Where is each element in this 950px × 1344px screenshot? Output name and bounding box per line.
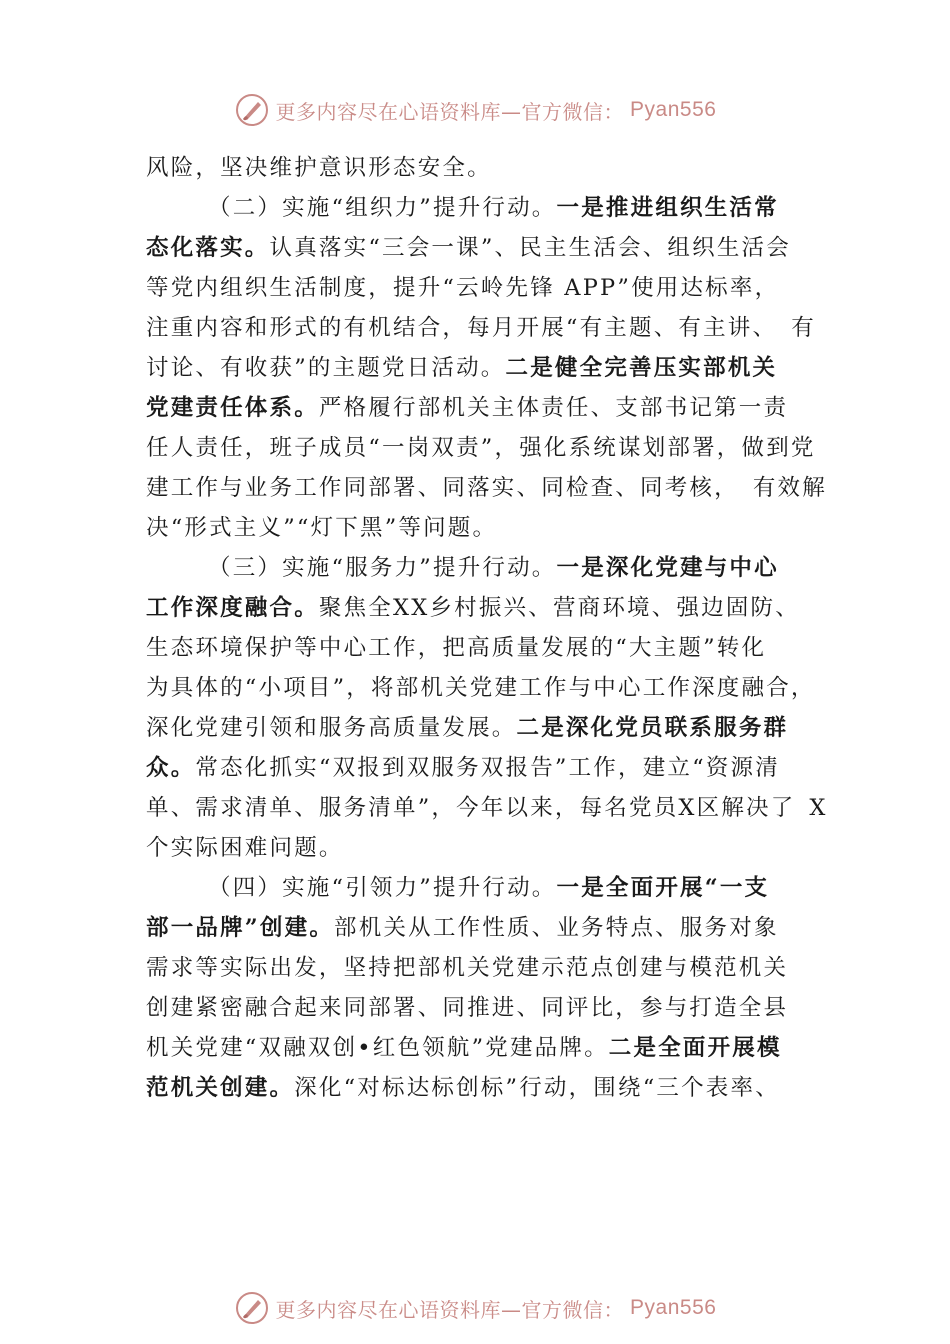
paragraph-heading: （四）实施“引领力”提升行动。一是全面开展“一支 [208,875,770,901]
text-line: 风险，坚决维护意识形态安全。 [146,155,492,181]
text-line: 深化党建引领和服务高质量发展。二是深化党员联系服务群 [146,715,789,741]
watermark-text: 更多内容尽在心语资料库—官方微信： [275,1297,625,1322]
text-line: 等党内组织生活制度，提升“云岭先锋 APP”使用达标率， [146,275,780,301]
brush-logo-icon [234,92,270,128]
document-body [146,148,836,1108]
paragraph-heading: （二）实施“组织力”提升行动。一是推进组织生活常 [208,195,779,221]
text-line: 讨论、有收获”的主题党日活动。二是健全完善压实部机关 [146,355,778,381]
text-line: 任人责任，班子成员“一岗双责”，强化系统谋划部署，做到党 [146,435,816,461]
paragraph-heading: （三）实施“服务力”提升行动。一是深化党建与中心 [208,555,779,581]
header-watermark [0,92,950,128]
watermark-text: 更多内容尽在心语资料库—官方微信： [275,99,625,124]
text-line: 机关党建“双融双创•红色领航”党建品牌。二是全面开展模 [146,1035,782,1061]
watermark-handle: Pyan556 [630,1296,717,1319]
brush-logo-icon [234,1290,270,1326]
text-line: 工作深度融合。聚焦全XX乡村振兴、营商环境、强边固防、 [146,595,800,621]
text-line: 决“形式主义”“灯下黑”等问题。 [146,515,498,541]
text-line: 建工作与业务工作同部署、同落实、同检查、同考核， 有效解 [146,475,827,501]
watermark-handle: Pyan556 [630,98,717,121]
text-line: 生态环境保护等中心工作，把高质量发展的“大主题”转化 [146,635,767,661]
text-line: 为具体的“小项目”，将部机关党建工作与中心工作深度融合， [146,675,816,701]
text-line: 众。常态化抓实“双报到双服务双报告”工作，建立“资源清 [146,755,780,781]
text-line: 个实际困难问题。 [146,835,344,861]
footer-watermark [0,1290,950,1326]
text-line: 创建紧密融合起来同部署、同推进、同评比，参与打造全县 [146,995,789,1021]
text-line: 注重内容和形式的有机结合，每月开展“有主题、有主讲、 有 [146,315,816,341]
text-line: 态化落实。认真落实“三会一课”、民主生活会、组织生活会 [146,235,791,261]
text-line: 党建责任体系。严格履行部机关主体责任、支部书记第一责 [146,395,789,421]
text-line: 范机关创建。深化“对标达标创标”行动，围绕“三个表率、 [146,1075,780,1101]
text-line: 需求等实际出发，坚持把部机关党建示范点创建与模范机关 [146,955,789,981]
text-line: 部一品牌”创建。部机关从工作性质、业务特点、服务对象 [146,915,779,941]
text-line: 单、需求清单、服务清单”，今年以来，每名党员X区解决了 X [146,795,828,821]
